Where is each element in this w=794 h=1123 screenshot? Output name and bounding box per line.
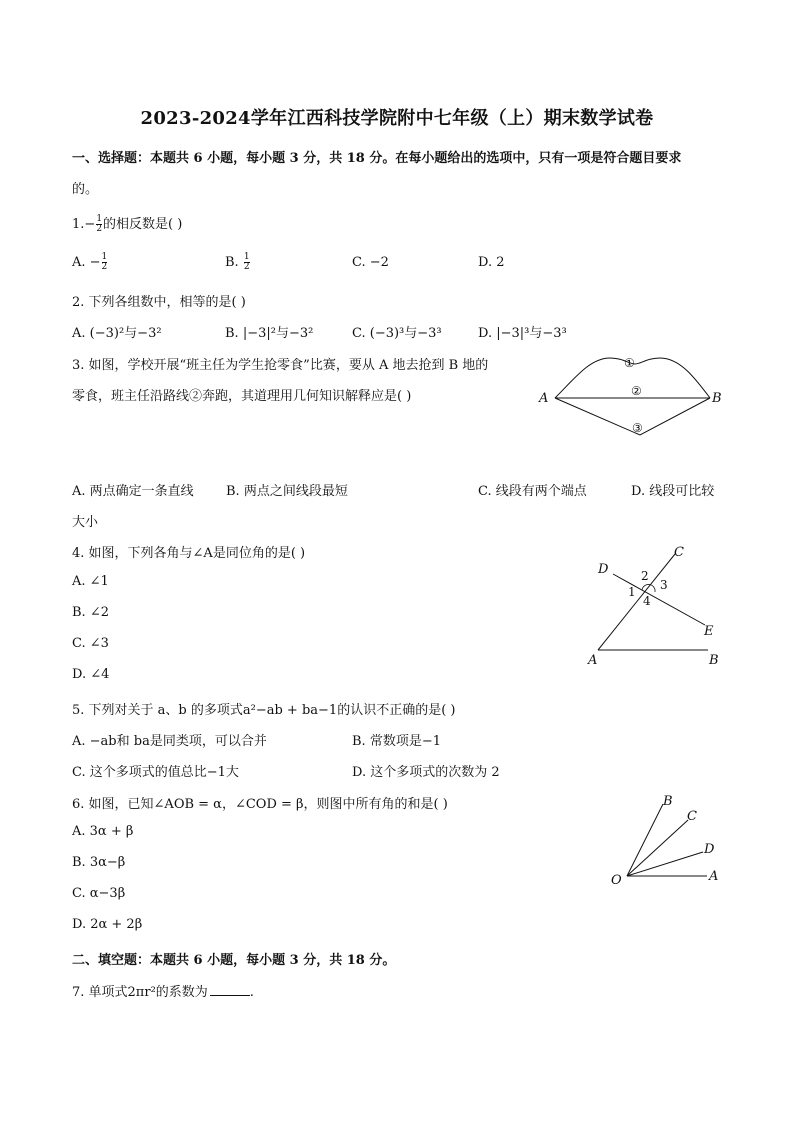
- q4-label-e: E: [704, 624, 714, 639]
- question-6: 6. 如图，已知∠AOB = α，∠COD = β，则图中所有角的和是( ): [72, 797, 448, 812]
- q1-number: 1.: [72, 217, 85, 232]
- q1-stem: 的相反数是( ): [103, 217, 183, 232]
- q3-option-d-cont: 大小: [72, 515, 99, 530]
- q2-option-c: C. (−3)³与−3³: [352, 326, 442, 341]
- q1-option-c: C. −2: [352, 255, 389, 270]
- q6-ray-od: [627, 852, 703, 876]
- q5-option-a: A. −ab和 ba是同类项，可以合并: [72, 734, 267, 749]
- q1-option-b: [225, 253, 251, 272]
- q1-b-label: B.: [225, 255, 239, 270]
- question-1: [72, 213, 182, 234]
- q1-frac-den: 2: [96, 224, 103, 234]
- section-1-heading-cont: 的。: [72, 182, 99, 197]
- page-title: 2023-2024学年江西科技学院附中七年级（上）期末数学试卷: [140, 108, 654, 129]
- q1-frac-num: 1: [96, 214, 103, 224]
- q4-label-4: 4: [643, 594, 651, 608]
- q4-label-a: A: [588, 653, 598, 668]
- q6-label-b: B: [663, 794, 673, 809]
- q6-figure: [605, 790, 735, 890]
- q6-option-b: B. 3α−β: [72, 855, 126, 870]
- q4-option-c: C. ∠3: [72, 636, 109, 651]
- q3-label-route-3: ③: [632, 421, 643, 435]
- q1-a-label: A. −: [72, 255, 101, 270]
- q1-a-fraction: [102, 253, 108, 272]
- q1-fraction: [96, 215, 102, 234]
- q4-label-1: 1: [628, 585, 636, 599]
- question-3: 3. 如图，学校开展“班主任为学生抢零食”比赛，要从 A 地去抢到 B 地的: [72, 358, 489, 373]
- q6-option-c: C. α−3β: [72, 886, 126, 901]
- q2-option-d: D. |−3|³与−3³: [478, 326, 567, 341]
- question-4: 4. 如图，下列各角与∠A是同位角的是( ): [72, 546, 306, 561]
- question-2: 2. 下列各组数中，相等的是( ): [72, 295, 246, 310]
- q2-option-b: B. |−3|²与−3²: [225, 326, 314, 341]
- q4-label-d: D: [598, 562, 609, 577]
- q3-option-c: C. 线段有两个端点: [478, 484, 587, 499]
- q3-figure: [535, 348, 730, 444]
- question-3-cont: 零食，班主任沿路线②奔跑，其道理用几何知识解释应是( ): [72, 389, 412, 404]
- q1-a-den: 2: [101, 262, 108, 272]
- q1-b-num: 1: [243, 252, 250, 262]
- q4-option-b: B. ∠2: [72, 605, 109, 620]
- q3-label-route-1: ①: [624, 356, 635, 370]
- q3-option-a: A. 两点确定一条直线: [72, 484, 194, 499]
- q3-label-route-2: ②: [631, 384, 642, 398]
- q6-label-c: C: [687, 809, 697, 824]
- q1-b-den: 2: [243, 262, 250, 272]
- q7-answer-blank[interactable]: [210, 995, 250, 996]
- question-7: [72, 981, 254, 1000]
- q5-option-c: C. 这个多项式的值总比−1大: [72, 765, 239, 780]
- q4-label-2: 2: [641, 569, 649, 583]
- q3-option-b: B. 两点之间线段最短: [226, 484, 348, 499]
- q6-label-d: D: [704, 842, 715, 857]
- section-2-heading: 二、填空题：本题共 6 小题，每小题 3 分，共 18 分。: [72, 953, 396, 968]
- q4-option-d: D. ∠4: [72, 667, 110, 682]
- q1-option-d: D. 2: [478, 255, 505, 270]
- q4-label-c: C: [674, 545, 684, 560]
- q3-label-b: B: [712, 391, 722, 406]
- q2-option-a: A. (−3)²与−3²: [72, 326, 162, 341]
- q7-end: .: [249, 985, 254, 1000]
- q4-line-de: [613, 574, 705, 625]
- q5-option-d: D. 这个多项式的次数为 2: [352, 765, 500, 780]
- q4-figure: [580, 540, 730, 670]
- q6-option-a: A. 3α + β: [72, 824, 134, 839]
- q1-minus: −: [84, 217, 96, 232]
- q6-ray-oc: [627, 820, 688, 876]
- q4-label-b: B: [709, 653, 719, 668]
- q1-option-a: [72, 253, 108, 272]
- q7-stem: 7. 单项式2πr²的系数为: [72, 985, 208, 1000]
- q6-label-a: A: [709, 869, 719, 884]
- q6-option-d: D. 2α + 2β: [72, 917, 143, 932]
- q4-label-3: 3: [660, 578, 668, 592]
- section-1-heading: 一、选择题：本题共 6 小题，每小题 3 分，共 18 分。在每小题给出的选项中，只有一项是符合题目要求: [72, 151, 682, 166]
- q1-a-num: 1: [101, 252, 108, 262]
- q1-b-fraction: [244, 253, 250, 272]
- q6-ray-ob: [627, 804, 663, 876]
- q4-option-a: A. ∠1: [72, 574, 109, 589]
- q5-option-b: B. 常数项是−1: [352, 734, 441, 749]
- q3-option-d: D. 线段可比较: [631, 484, 715, 499]
- q3-label-a: A: [539, 391, 549, 406]
- question-5: 5. 下列对关于 a、b 的多项式a²−ab + ba−1的认识不正确的是( ): [72, 703, 456, 718]
- q6-label-o: O: [611, 873, 622, 888]
